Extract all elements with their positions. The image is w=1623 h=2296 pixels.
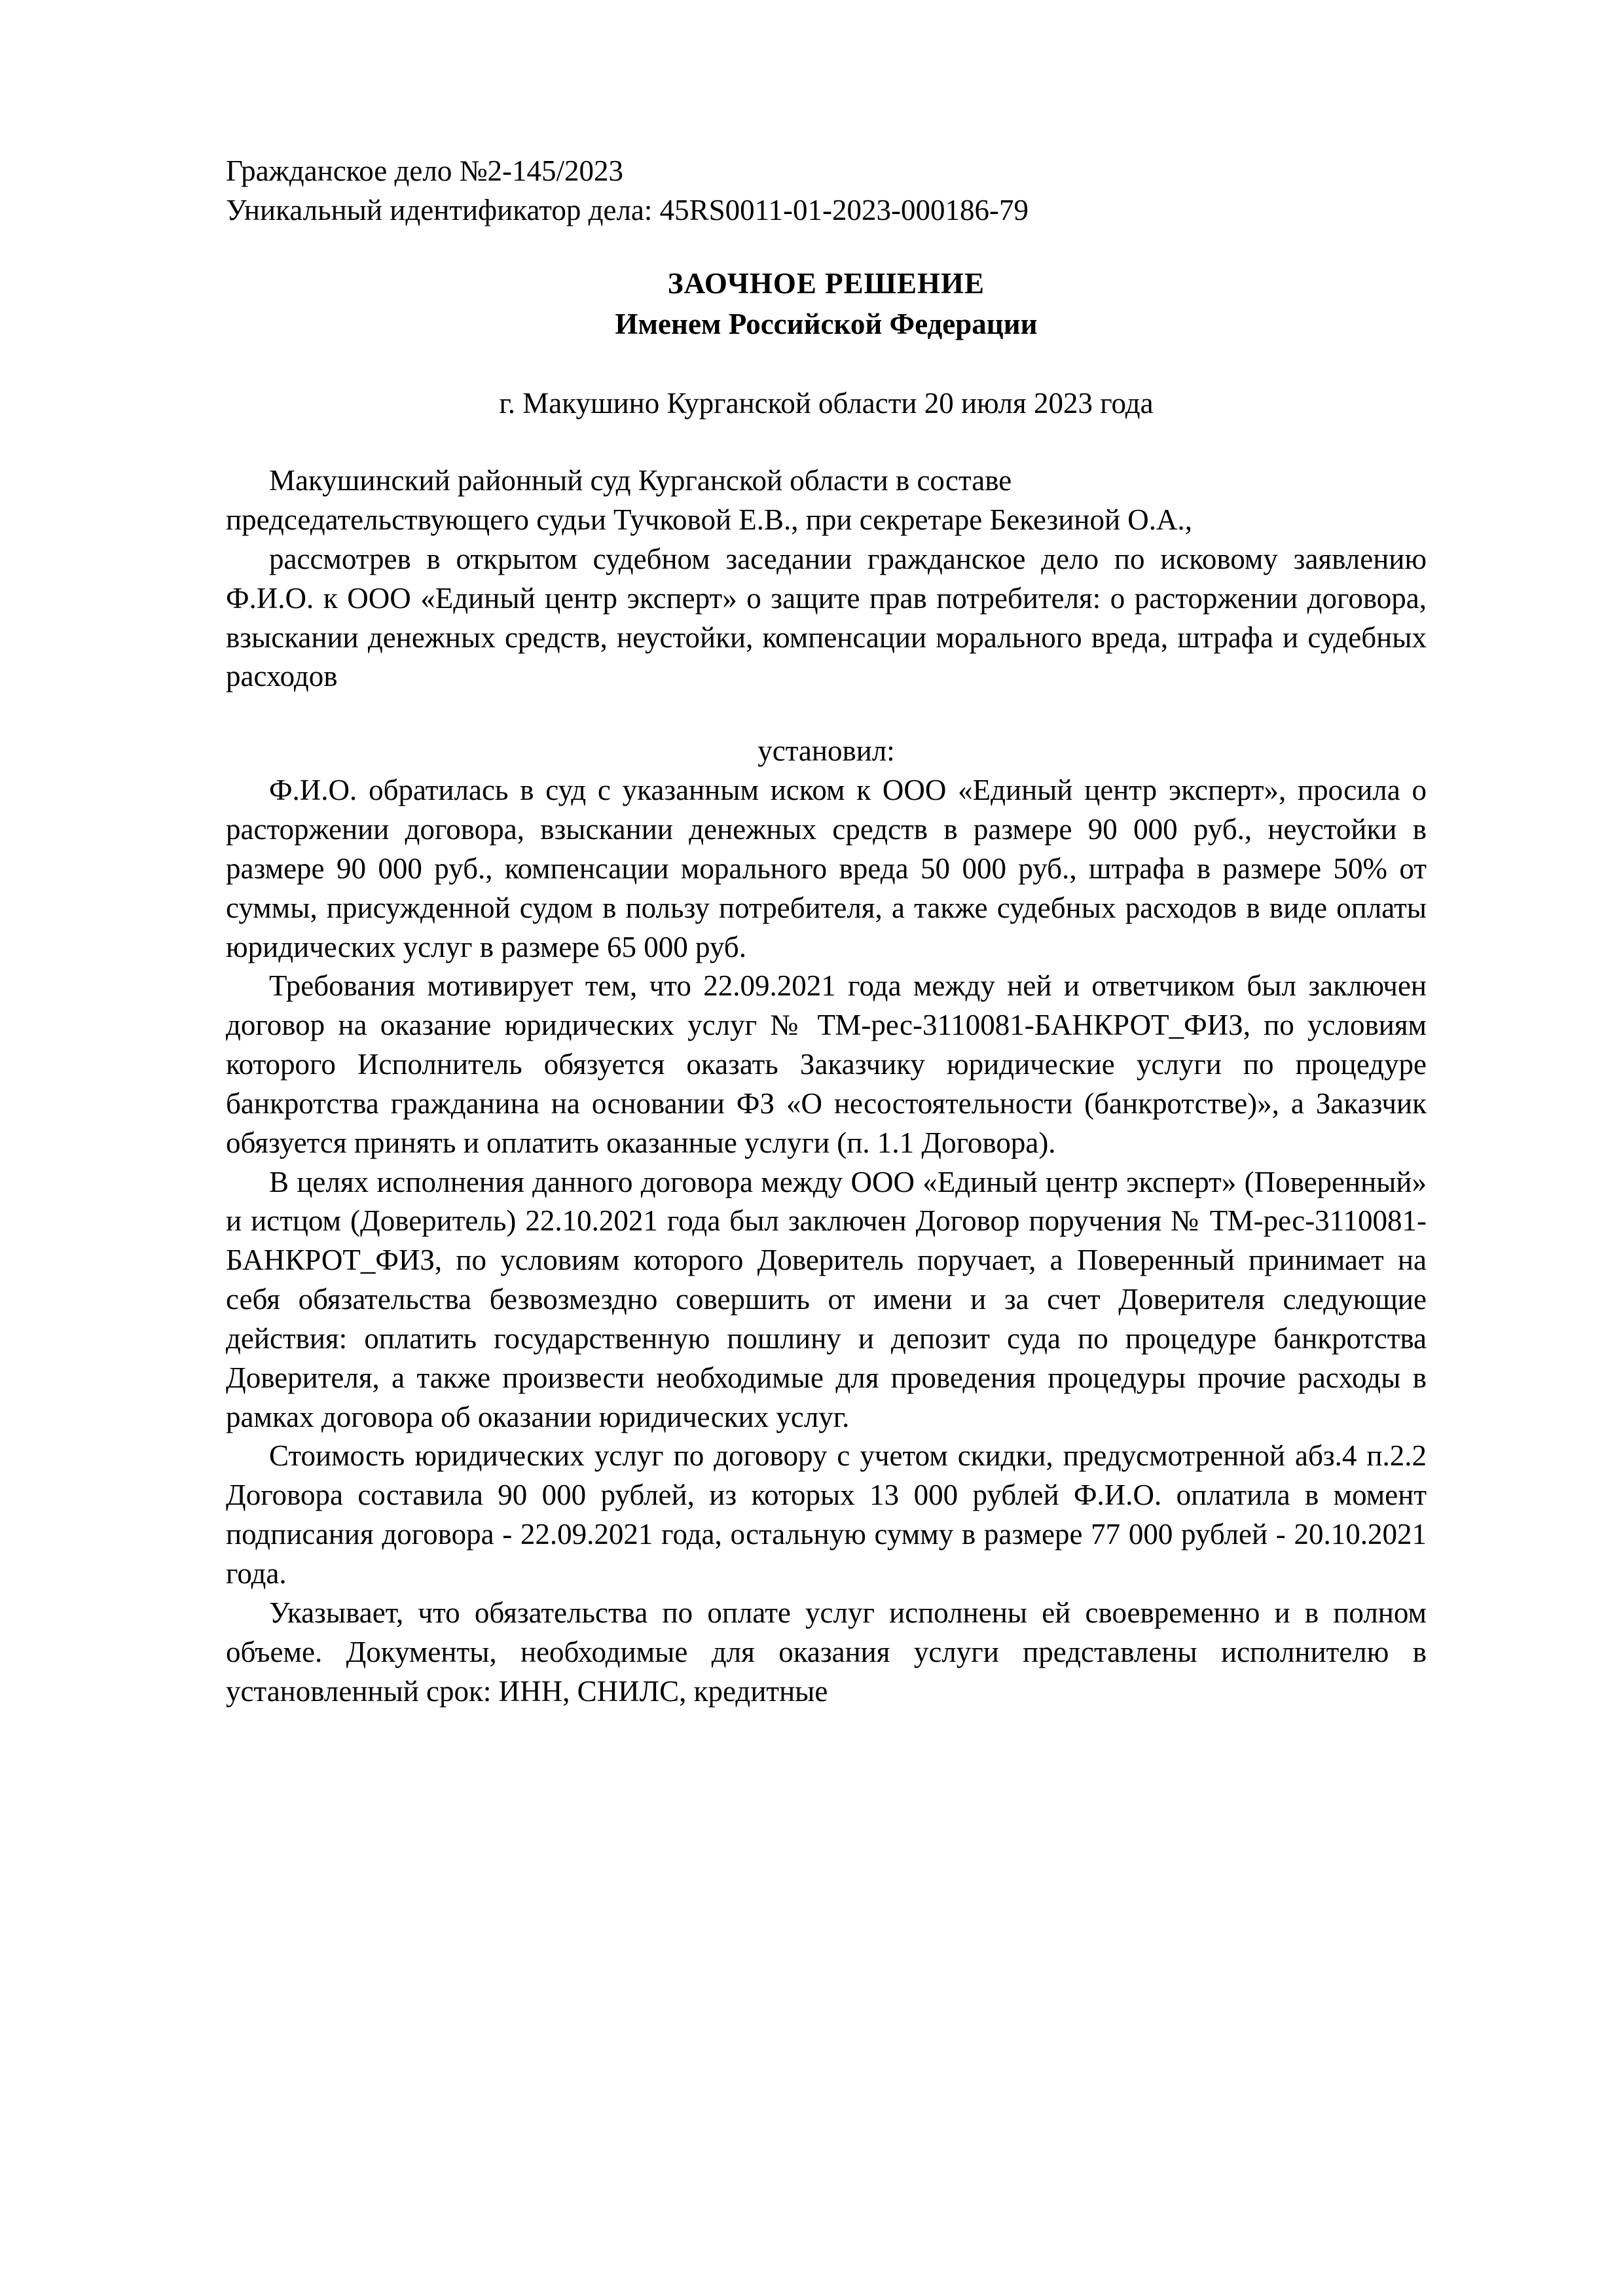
document-title <box>226 264 1427 344</box>
court-composition <box>226 461 1427 540</box>
title-line-2: Именем Российской Федерации <box>615 307 1038 340</box>
place-and-date: г. Макушино Курганской области 20 июля 2023 года <box>499 387 1154 420</box>
document-content <box>226 152 1427 1711</box>
court-composition-line-1: Макушинский районный суд Курганской области в составе <box>269 464 1012 497</box>
body-paragraph-2: Требования мотивирует тем, что 22.09.2021 года между ней и ответчиком был заключен договор на оказание юридических услуг № ТМ-рес-3110081-БАНКРОТ_ФИЗ, по условиям которого Исполнитель обязуется оказать Заказчику юридические услуги по процедуре банкротства гражданина на основании ФЗ «О несостоятельности (банкротстве)», а Заказчик обязуется принять и оплатить оказанные услуги (п. 1.1 Договора). <box>226 969 1427 1159</box>
case-number-line: Гражданское дело №2-145/2023 <box>226 154 624 187</box>
title-line-1: ЗАОЧНОЕ РЕШЕНИЕ <box>667 266 985 300</box>
court-composition-line-2: председательствующего судьи Тучковой Е.В., при секретаре Бекезиной О.А., <box>226 503 1193 537</box>
body-paragraph-1: Ф.И.О. обратилась в суд с указанным иском к ООО «Единый центр эксперт», просила о расторжении договора, взыскании денежных средств в размере 90 000 руб., неустойки в размере 90 000 руб., компенсации морального вреда 50 000 руб., штрафа в размере 50% от суммы, присужденной судом в пользу потребителя, а также судебных расходов в виде оплаты юридических услуг в размере 65 000 руб. <box>226 774 1427 963</box>
body-paragraph-4: Стоимость юридических услуг по договору с учетом скидки, предусмотренной абз.4 п.2.2 Договора составила 90 000 рублей, из которых 13 000 рублей Ф.И.О. оплатила в момент подписания договора - 22.09.2021 года, остальную сумму в размере 77 000 рублей - 20.10.2021 года. <box>226 1439 1427 1590</box>
case-uid-line: Уникальный идентификатор дела: 45RS0011-01-2023-000186-79 <box>226 193 1029 226</box>
body-paragraph-3: В целях исполнения данного договора между ООО «Единый центр эксперт» (Поверенный» и истцом (Доверитель) 22.10.2021 года был заключен Договор поручения № ТМ-рес-3110081-БАНКРОТ_ФИЗ, по условиям которого Доверитель поручает, а Поверенный принимает на себя обязательства безвозмездно совершить от имени и за счет Доверителя следующие действия: оплатить государственную пошлину и депозит суда по процедуре банкротства Доверителя, а также произвести необходимые для проведения процедуры прочие расходы в рамках договора об оказании юридических услуг. <box>226 1165 1427 1433</box>
case-subject-paragraph: рассмотрев в открытом судебном заседании гражданское дело по исковому заявлению Ф.И.О. к ООО «Единый центр эксперт» о защите прав потребителя: о расторжении договора, взыскании денежных средств, неустойки, компенсации морального вреда, штрафа и судебных расходов <box>226 542 1427 693</box>
body-paragraph-5: Указывает, что обязательства по оплате услуг исполнены ей своевременно и в полном объеме. Документы, необходимые для оказания услуги представлены исполнителю в установленный срок: ИНН, СНИЛС, кредитные <box>226 1596 1427 1708</box>
ustanovil-heading: установил: <box>757 734 895 768</box>
